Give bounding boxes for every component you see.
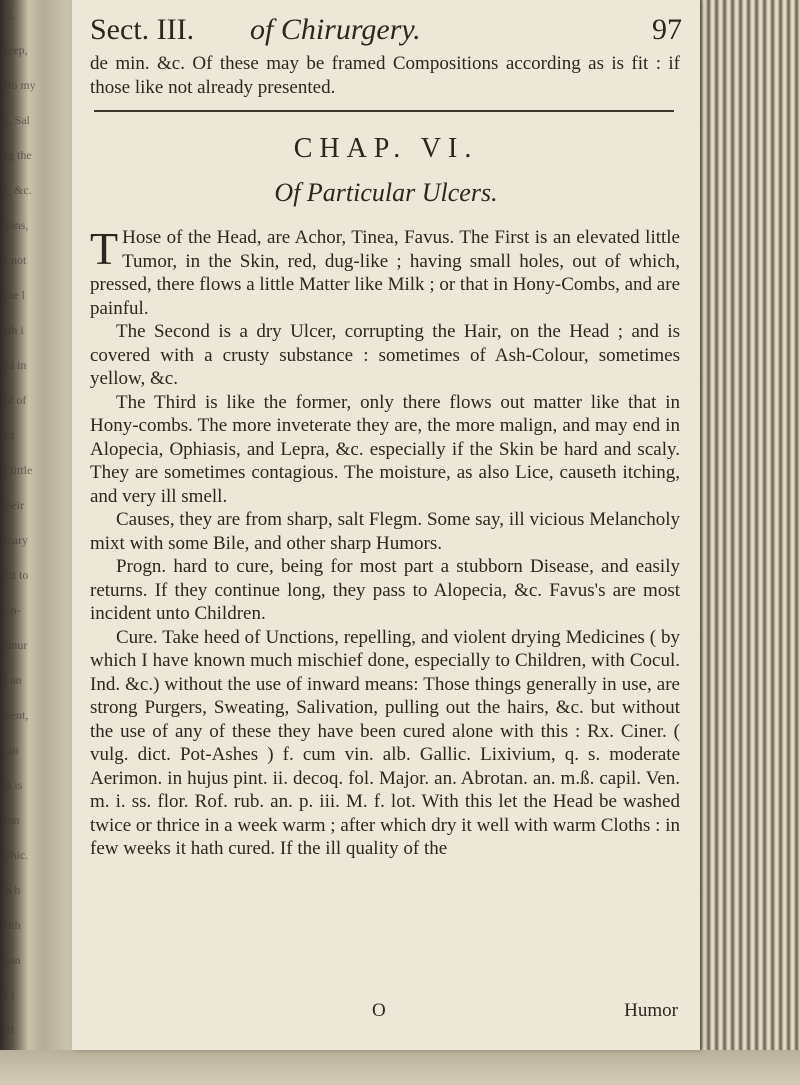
- page-number: 97: [652, 13, 682, 46]
- running-head: [90, 10, 682, 50]
- gutter-fragment: d i: [2, 988, 15, 1002]
- paragraph-3: The Third is like the former, only there flows out matter like that in Hony-combs. The more inveterate they are, the more malign, and may end in Alopecia, Ophiasis, and Lepra, &c. especially if the Skin be hard and scaly. They are sometimes contagious. The moisture, as also Lice, causeth itching, and very ill smell.: [90, 391, 680, 507]
- gutter-fragment: Un-: [2, 603, 21, 617]
- gutter-fragment: deep,: [2, 43, 28, 57]
- gutter-fragment: tion: [2, 953, 21, 967]
- gutter-fragment: k, &c.: [2, 183, 32, 197]
- gutter-fragment: their: [2, 498, 24, 512]
- gutter-fragment: tions,: [2, 218, 29, 232]
- running-title: of Chirurgery.: [250, 13, 421, 46]
- gutter-fragment: vith: [2, 918, 21, 932]
- gutter-fragment: t l,: [2, 8, 15, 22]
- gutter-fragment: a little: [2, 463, 33, 477]
- gutter-fragment: th h: [2, 883, 21, 897]
- page-edge-stack: [700, 0, 800, 1085]
- gutter-fragment: ra is: [2, 778, 23, 792]
- carryover-text: [90, 52, 680, 99]
- chapter-body: [90, 223, 680, 861]
- gutter-fragment: omur: [2, 638, 28, 652]
- drop-cap: T: [90, 223, 119, 274]
- gutter-fragment: ng the: [2, 148, 32, 162]
- paragraph-1: [90, 223, 680, 320]
- gutter-fragment: ccary: [2, 533, 28, 547]
- section-label: Sect. III.: [90, 13, 195, 46]
- signature-mark: O: [372, 1000, 386, 1021]
- chapter-heading: CHAP. VI.: [293, 133, 479, 164]
- gutter-fragment: ritt to: [2, 568, 29, 582]
- gutter-fragment: Lin: [2, 743, 19, 757]
- gutter-fragment: nto my: [2, 78, 36, 92]
- gutter-fragment: y not: [2, 253, 27, 267]
- gutter-fragment: od in: [2, 358, 27, 372]
- facing-page-gutter: [0, 0, 72, 1085]
- gutter-fragment: whic.: [2, 848, 29, 862]
- paragraph-4: Causes, they are from sharp, salt Flegm. Some say, ill vicious Melancholy mixt with some Bile, and other sharp Humors.: [90, 509, 680, 554]
- gutter-fragment: con: [2, 813, 20, 827]
- gutter-fragment: ad of: [2, 393, 27, 407]
- chapter-subtitle: Of Particular Ulcers.: [274, 178, 498, 207]
- gutter-fragment: nth i: [2, 323, 24, 337]
- catchword: Humor: [624, 1000, 678, 1021]
- gutter-fragment: S, Sal: [2, 113, 31, 127]
- paragraph-text: Hose of the Head, are Achor, Tinea, Favus. The First is an elevated little Tumor, in the Skin, red, dug-like ; having small holes, out of which, pressed, there flows a little Matter like Milk ; or that in Hony-Combs, and are painful.: [90, 227, 680, 319]
- chapter-rule: [94, 110, 674, 112]
- gutter-fragment: went,: [2, 708, 29, 722]
- paragraph-5: Progn. hard to cure, being for most part a stubborn Disease, and easily returns. If they continue long, they pass to Alopecia, &c. Favus's are most incident unto Children.: [90, 556, 680, 624]
- gutter-fragment: vae l: [2, 288, 25, 302]
- book-bottom-shadow: [0, 1050, 800, 1085]
- gutter-fragment: Hl: [2, 1023, 14, 1037]
- paragraph-2: The Second is a dry Ulcer, corrupting the Hair, on the Head ; and is covered with a crusty substance : sometimes of Ash-Colour, sometimes yellow, &c.: [90, 321, 680, 389]
- gutter-fragment: nd: [2, 428, 14, 442]
- carryover-paragraph: de min. &c. Of these may be framed Compositions according as is fit : if those like not already presented.: [90, 53, 680, 98]
- gutter-fragment: e an: [2, 673, 22, 687]
- paragraph-6: Cure. Take heed of Unctions, repelling, and violent drying Medicines ( by which I have known much mischief done, especially to Children, with Cocul. Ind. &c.) without the use of inward means: Those things generally in use, are strong Purgers, Sweating, Salivation, pulling out the hairs, &c. but without the use of any of these they have been cured alone with this : Rx. Ciner. ( vulg. dict. Pot-Ashes ) f. cum vin. alb. Gallic. Lixivium, q. s. moderate Aerimon. in hujus pint. ii. decoq. fol. Major. an. Abrotan. an. m.ß. capil. Ven. m. i. ss. flor. Rof. rub. an. p. iii. M. f. lot. With this let the Head be washed twice or thrice in a week warm ; after which dry it well with warm Cloths : in few weeks it hath cured. If the ill quality of the: [90, 626, 680, 859]
- book-page: [72, 0, 700, 1050]
